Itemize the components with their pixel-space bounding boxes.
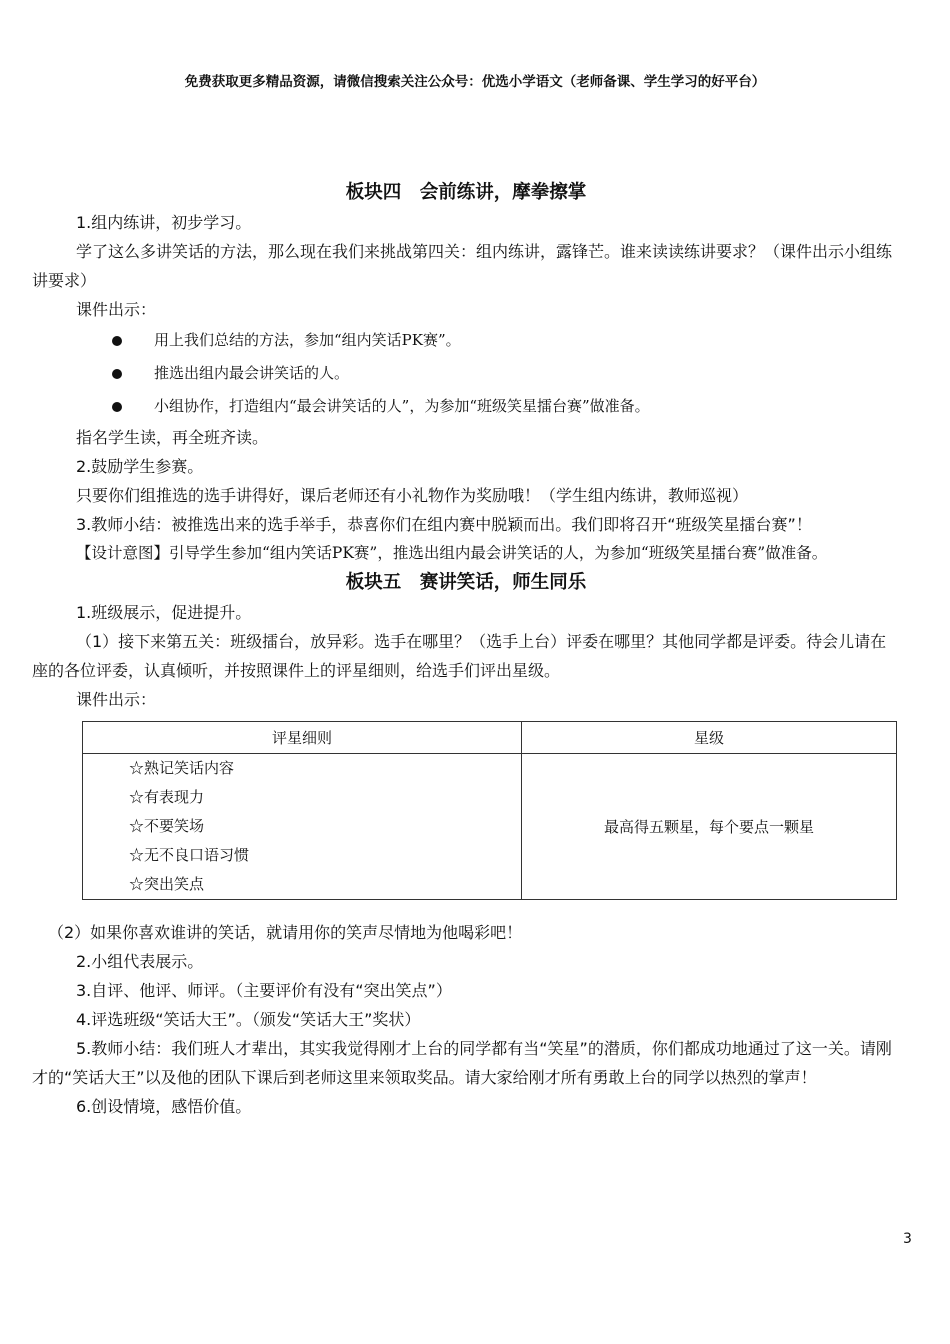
rubric-header-criteria: 评星细则 [83,722,522,754]
section5-summary: 5.教师小结：我们班人才辈出，其实我觉得刚才上台的同学都有当“笑星”的潜质，你们都成功地通过了这一关。请刚才的“笑话大王”以及他的团队下课后到老师这里来领取奖品。请大家给刚才所有勇敢上台的同学以热烈的掌声！ [32,1039,892,1087]
criterion-item: ☆不要笑场 [129,817,205,835]
bullet-icon [112,336,122,346]
criterion-item: ☆突出笑点 [129,875,205,893]
document-body [32,178,900,1121]
section5-step4: 4.评选班级“笑话大王”。（颁发“笑话大王”奖状） [76,1010,421,1029]
section5-step6: 6.创设情境，感悟价值。 [76,1097,252,1116]
section4-step2: 2.鼓励学生参赛。 [76,457,204,476]
section5-step3: 3.自评、他评、师评。（主要评价有没有“突出笑点”） [76,981,452,1000]
section4-requirements [32,324,900,423]
section4-intro: 学了这么多讲笑话的方法，那么现在我们来挑战第四关：组内练讲，露锋芒。谁来读读练讲要求？（课件出示小组练讲要求） [32,242,893,290]
rating-rubric-table [82,721,897,900]
page-number: 3 [903,1231,912,1247]
requirement-item: 推选出组内最会讲笑话的人。 [32,357,900,390]
rubric-criteria-cell [83,754,522,900]
bullet-icon [112,369,122,379]
section4-title: 板块四 会前练讲，摩拳擦掌 [345,182,587,203]
section5-cheer: （2）如果你喜欢谁讲的笑话，就请用你的笑声尽情地为他喝彩吧！ [48,923,523,942]
section5-step1: 1.班级展示，促进提升。 [76,603,252,622]
criterion-item: ☆熟记笑话内容 [129,759,235,777]
section4-reading: 指名学生读，再全班齐读。 [76,428,269,447]
section5-courseware-label: 课件出示： [76,690,157,709]
section4-summary: 3.教师小结：被推选出来的选手举手，恭喜你们在组内赛中脱颖而出。我们即将召开“班级笑星擂台赛”！ [76,515,812,534]
section4-reward: 只要你们组推选的选手讲得好，课后老师还有小礼物作为奖励哦！（学生组内练讲，教师巡视） [76,486,749,505]
section5-arena: （1）接下来第五关：班级擂台，放异彩。选手在哪里？（选手上台）评委在哪里？其他同学都是评委。待会儿请在座的各位评委，认真倾听，并按照课件上的评星细则，给选手们评出星级。 [32,632,887,680]
promo-header: 免费获取更多精品资源，请微信搜索关注公众号：优选小学语文（老师备课、学生学习的好平台） [184,74,766,90]
bullet-icon [112,402,122,412]
requirement-item: 用上我们总结的方法，参加“组内笑话PK赛”。 [32,324,900,357]
rubric-rating-cell: 最高得五颗星，每个要点一颗星 [522,754,897,900]
section4-courseware-label: 课件出示： [76,300,157,319]
section4-design-intent: 【设计意图】引导学生参加“组内笑话PK赛”，推选出组内最会讲笑话的人，为参加“班级笑星擂台赛”做准备。 [76,544,828,562]
requirement-item: 小组协作，打造组内“最会讲笑话的人”，为参加“班级笑星擂台赛”做准备。 [32,390,900,423]
rubric-header-rating: 星级 [522,722,897,754]
section4-step1: 1.组内练讲，初步学习。 [76,213,252,232]
section5-step2: 2.小组代表展示。 [76,952,204,971]
criterion-item: ☆有表现力 [129,788,205,806]
criterion-item: ☆无不良口语习惯 [129,846,250,864]
section5-title: 板块五 赛讲笑话，师生同乐 [345,572,587,593]
